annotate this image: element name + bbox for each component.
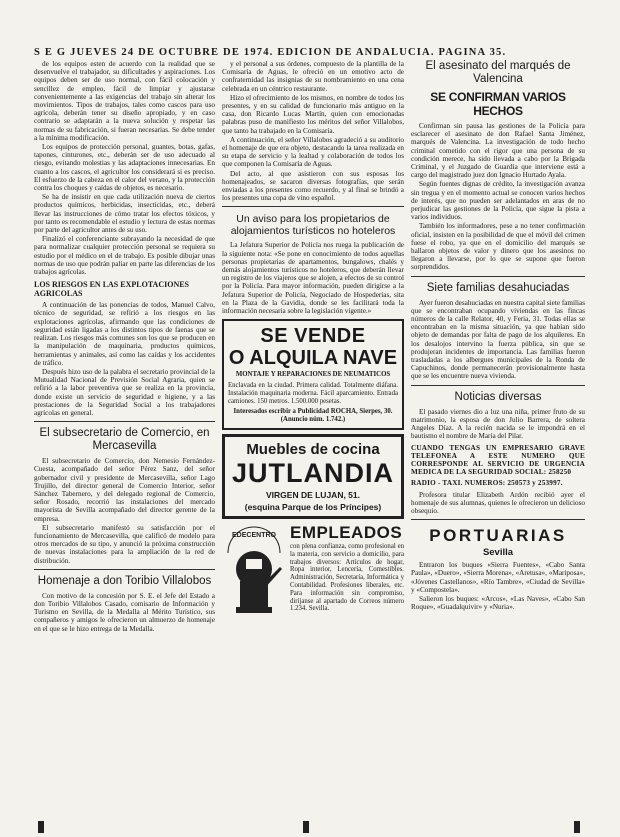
ad-subtitle: MONTAJE Y REPARACIONES DE NEUMATICOS bbox=[235, 371, 391, 379]
headline-noticias: Noticias diversas bbox=[454, 390, 542, 403]
article-paragraph: El pasado viernes dio a luz una niña, primer fruto de su matrimonio, la esposa de don Julio Barrera, de soltera Angeles Díaz. A la recién nacida se le impondrá en el bautismo el nombre de María del Pilar. bbox=[411, 407, 585, 441]
article-paragraph: A continuación, el señor Villalobos agradeció a su auditorio el homenaje de que era objeto, destacando la tarea realizada en su etapa de servicio y la lealtad y colaboración de todos los que componen la Comisaría de Aguas. bbox=[222, 135, 404, 169]
article-paragraph: de los equipos esten de acuerdo con la realidad que se desenvuelve el trabajador, su dificultades y aspiraciones. Los equipos deben ser de uso normal, con fácil colocación y sencillez de empleo, fácil de limpiar y ajustarse convenientemente a las exigencias del trabajo sin alterar los movimientos. Tipos de trabajos, tales como cascos para uso agrícola, deberán tener su diseño apropiado, y en caso contrario se adaptarán a la nueva solución y respetar las normas de su fabricación, si fueran necesarias. Se debe tender a la mínima modificación. bbox=[34, 60, 215, 142]
registration-mark bbox=[574, 821, 580, 833]
article-paragraph: La Jefatura Superior de Policía nos ruega la publicación de la siguiente nota: «Se pone en conocimiento de todos aquellas personas propietarias de apartamentos, bungalows, chalés y demás alojamientos turísticos no hoteleros, que deberán llevar un registro de los viajeros que se alojen, a efectos de su control por la Policía. Para mayor información, pueden dirigirse a la Jefatura Superior de Policía, Negociado de Hospederías, sita en la Plaza de la Gavidia, donde se les facilitará toda la información necesaria sobre la legislación vigente.» bbox=[222, 241, 404, 316]
ad-muebles-label: Muebles de cocina bbox=[246, 441, 380, 459]
divider bbox=[222, 206, 404, 207]
article-paragraph: Ayer fueron desahuciadas en nuestra capital siete familias que se encontraban ocupando viviendas en las fincas números de la calle Relator, 40, y Feria, 31. Todas ellas se encontraban en la misma situación, ya que habían sido objeto de demandas por falta de pago de los alquileres. En los desalojos intervino la fuerza pública, sin que se produjeran incidentes de importancia. Las familias fueron trasladadas a los albergues municipales de la Ronda de Capuchinos, donde permanecerán provisionalmente hasta que se les encuentre nueva vivienda. bbox=[411, 298, 585, 381]
divider bbox=[34, 569, 215, 570]
subheadline-sevilla: Sevilla bbox=[482, 547, 514, 559]
article-paragraph: Con motivo de la concesión por S. E. el Jefe del Estado a don Toribio Villalobos Casado, comisario de Información y Turismo en Sevilla, de la Medalla al Mérito Turístico, sus compañeros y amigos le ofrecieron un almuerzo de homenaje en el que se le hizo entrega de la Medalla. bbox=[34, 591, 215, 633]
article-paragraph: Salieron los buques: «Arcos», «Las Naves», «Cabo San Roque», «Guadalquivir» y «Nuria». bbox=[411, 594, 585, 612]
headline-homenaje: Homenaje a don Toribio Villalobos bbox=[37, 574, 212, 587]
divider bbox=[411, 519, 585, 520]
article-paragraph: Después hizo uso de la palabra el secretario provincial de la Mutualidad Nacional de Previsión Social Agraria, quien se refirió a la labor preventiva que se realiza en la provincia, donde existe un servicio de seguridad e higiene, y a las prestaciones de la Seguridad Social a los trabajadores agrícolas en general. bbox=[34, 367, 215, 417]
article-paragraph: También los informadores, pese a no tener confirmación oficial, insisten en la posibilidad de que el móvil del crimen fuese el robo, ya que en el domicilio del marqués se hallaron objetos de valor y dinero que los asesinos no llegaron a llevarse, por lo que se supone que fueron sorprendidos. bbox=[411, 222, 585, 272]
ad-headline-2: O ALQUILA NAVE bbox=[228, 347, 398, 370]
ad-empleados-title: EMPLEADOS bbox=[290, 523, 403, 543]
divider bbox=[34, 421, 215, 422]
column-3 bbox=[411, 60, 585, 830]
ad-body: Enclavada en la ciudad. Primera calidad. Totalmente diáfana. Instalación maquinaria moderna. Fácil aparcamiento. Entrada camiones. 150 metros. 1.500.000 pesetas. bbox=[228, 382, 398, 405]
article-paragraph: El subsecretario manifestó su satisfacción por el funcionamiento de Mercasevilla, que calificó de modelo para otros mercados de su tipo, y anunció la próxima construcción de nuevas instalaciones para la ampliación de la red de distribución. bbox=[34, 523, 215, 565]
article-paragraph: A continuación de las ponencias de todos, Manuel Calvo, técnico de seguridad, se refirió a los riesgos en las explotaciones agrícolas, afirmando que las condiciones de seguridad están ligadas a los distintos tipos de faenas que se realizan. Los riesgos más comunes son los que se producen en la manipulación de maquinaria, productos químicos, herramientas y animales, así como las caídas y los accidentes de tráfico. bbox=[34, 301, 215, 367]
ad-se-vende-nave bbox=[222, 319, 404, 430]
registration-mark bbox=[38, 821, 44, 833]
ad-jutlandia bbox=[222, 434, 404, 519]
notice-radio-taxi: RADIO - TAXI. NUMEROS: 250573 y 253997. bbox=[411, 479, 563, 488]
ad-contact: Interesados escribir a Publicidad ROCHA, Sierpes, 30. (Anuncio núm. 1.742.) bbox=[233, 408, 393, 424]
article-paragraph: y el personal a sus órdenes, compuesto de la plantilla de la Comisaría de Aguas, le ofreció en un emotivo acto de confraternidad las insignias de su nombramiento en una cena celebrada en un céntrico restaurante. bbox=[222, 60, 404, 93]
column-1 bbox=[34, 60, 215, 830]
article-paragraph: Confirman sin pausa las gestiones de la Policía para esclarecer el asesinato de don Rafael Santa Jiménez, marqués de Valencina. La investigación de todo hecho criminal cometido con el rigor que una persona de su condición merece, ha sido llevada a cabo por la Brigada Criminal, y el Juzgado de Guardia que interviene está a cargo del magistrado juez don Ignacio Hurtado Ayala. bbox=[411, 122, 585, 180]
article-paragraph: Los equipos de protección personal, guantes, botas, gafas, tapones, cinturones, etc., deberán ser de uso adecuado al riesgo, evitando molestias y las adaptaciones innecesarias. En cuanto a los cascos, el agricultor los considerará si es preciso. El esfuerzo de la cabeza en el calor del verano, y la protección contra los choques y caídas de objetos, es necesario. bbox=[34, 143, 215, 193]
headline-marques: El asesinato del marqués de Valencina bbox=[425, 60, 571, 85]
edecentro-logo bbox=[222, 523, 286, 619]
subheadline-marques: SE CONFIRMAN VARIOS HECHOS bbox=[430, 90, 566, 118]
ad-empleados-body: con plena confianza, como profesional en la materia, con servicio a domicilio, para trabajos diversos: Artículos de hogar, Ropa interior, Lencería, Comestibles. Administración, Secretaría, Informática y Contabilidad. Profesiones liberales, etc. Para información sin compromiso, diríjanse al apartado de Correos número 1.234. Sevilla. bbox=[290, 543, 404, 613]
headline-aviso: Un aviso para los propietarios de alojamientos turísticos no hoteleros bbox=[230, 213, 396, 238]
article-paragraph: Hizo el ofrecimiento de los mismos, en nombre de todos los presentes, y en su calidad de funcionario más antiguo en la casa, don Ricardo Lucas Martín, quien con emocionadas palabras puso de manifiesto los méritos del señor Villalobos, que tanto ha trabajado en la Comisaría. bbox=[222, 93, 404, 135]
registration-mark bbox=[303, 821, 309, 833]
article-paragraph: Entraron los buques «Sierra Fuentes», «Cabo Santa Paula», «Duero», «Sierra Morena», «Aretusa», «Mariposa», «Jóvenes Castellanos», «Río Tambre», «Ciudad de Sevilla» y «Compostela». bbox=[411, 561, 585, 594]
article-paragraph: Del acto, al que asistieron con sus esposas los homenajeados, se sacaron diversas fotografías, que serán enviadas a los presentes como recuerdo, y al final se brindó a los presentes una copa de vino español. bbox=[222, 169, 404, 203]
section-heading-riesgos: LOS RIESGOS EN LAS EXPLOTACIONES AGRICOLAS bbox=[34, 280, 190, 299]
article-paragraph: El subsecretario de Comercio, don Nemesio Fernández-Cuesta, acompañado del señor Pérez Sanz, del señor gobernador civil y presidente de Mercasevilla, señor Lago Trujillo, del director general de Comercio Interior, señor Sánchez Tabernero, y del delegado regional de Comercio, señor Rosado, recorrió las instalaciones del mercado mayorista de Sevilla acompañado del director gerente de la empresa. bbox=[34, 457, 215, 523]
article-paragraph: Se ha de insistir en que cada utilización nueva de ciertos productos químicos, herbicidas, insecticidas, etc., deberá llevar las instrucciones de cómo tratar los efectos tóxicos, y por tanto es recomendable el estudio y lectura de estas normas por parte del agricultor antes de su uso. bbox=[34, 193, 215, 235]
divider bbox=[411, 276, 585, 277]
column-2 bbox=[222, 60, 404, 830]
article-paragraph: Según fuentes dignas de crédito, la investigación avanza sin tregua y en el momento actual se conocen varios hechos de interés, que no pueden ser adelantados en aras de no perjudicar las gestiones de la Policía, que sigue la pista a varios individuos. bbox=[411, 180, 585, 222]
ad-brand: JUTLANDIA bbox=[232, 458, 394, 489]
notice-urgencias: CUANDO TENGAS UN EMPRESARIO GRAVE TELEFONEA A ESTE NUMERO QUE CORRESPONDE AL SERVICIO DE URGENCIA MEDICA DE LA SEGURIDAD SOCIAL: 258250 bbox=[411, 443, 585, 477]
headline-desahucio: Siete familias desahuciadas bbox=[426, 281, 570, 294]
headline-mercasevilla: El subsecretario de Comercio, en Mercasevilla bbox=[39, 427, 210, 453]
page-header: S E G JUEVES 24 DE OCTUBRE DE 1974. EDICION DE ANDALUCIA. PAGINA 35. bbox=[34, 47, 507, 58]
ad-headline: SE VENDE bbox=[260, 325, 366, 348]
headline-portuarias: PORTUARIAS bbox=[429, 526, 567, 546]
ad-empleados bbox=[222, 523, 404, 619]
article-paragraph: Finalizó el conferenciante subrayando la necesidad de que para normalizar cualquier protección personal se requiera su estudio por el médico en el de trabajo. Es posible dibujar unas normas de uso que podrán paliar en parte las diferencias de los trabajos agrícolas. bbox=[34, 235, 215, 277]
logo-badge-text: EDECENTRO bbox=[232, 532, 276, 540]
divider bbox=[411, 385, 585, 386]
article-paragraph: Profesora titular Elizabeth Ardón recibió ayer el homenaje de sus alumnas, quienes le ofrecieron un delicioso obsequio. bbox=[411, 490, 585, 515]
ad-empleados-text bbox=[290, 523, 404, 619]
ad-address: VIRGEN DE LUJAN, 51. bbox=[266, 490, 360, 501]
ad-address-2: (esquina Parque de los Príncipes) bbox=[244, 502, 382, 513]
